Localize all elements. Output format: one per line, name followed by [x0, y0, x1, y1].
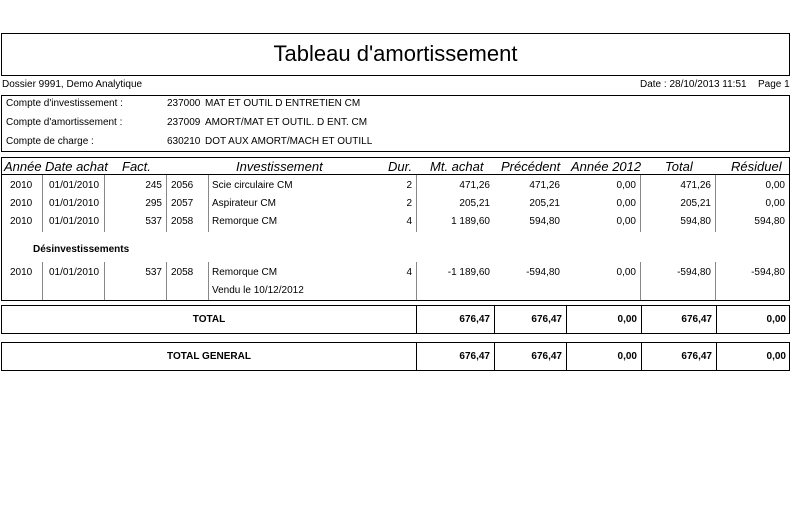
cell-investissement: Remorque CM [212, 216, 278, 227]
total-general-residuel: 0,00 [766, 351, 786, 362]
total-sep [416, 306, 417, 333]
cell-fact: 537 [145, 216, 162, 227]
cell-annee: 2010 [10, 216, 33, 227]
cell-precedent: 205,21 [529, 198, 560, 209]
table-right-border [789, 157, 790, 301]
cell-fact: 295 [145, 198, 162, 209]
table-left-border [1, 157, 2, 301]
col-sep [166, 262, 167, 300]
total-sep [716, 343, 717, 370]
table-bottom-border [1, 300, 790, 301]
cell-date: 01/01/2010 [49, 216, 100, 227]
total-sep [566, 343, 567, 370]
cell-investissement: Scie circulaire CM [212, 180, 293, 191]
header-total: Total [665, 159, 693, 174]
cell-investissement: Aspirateur CM [212, 198, 276, 209]
total-label: TOTAL [192, 314, 226, 325]
cell-residuel: 0,00 [765, 180, 785, 191]
total-total: 676,47 [681, 314, 712, 325]
total-general-mt-achat: 676,47 [459, 351, 490, 362]
total-general-row [1, 342, 790, 371]
header-precedent: Précédent [501, 159, 561, 174]
total-sep [716, 306, 717, 333]
header-investissement: Investissement [236, 159, 323, 174]
account-charge-label: Compte de charge : [6, 136, 94, 147]
cell-total: 594,80 [680, 216, 711, 227]
total-sep [494, 343, 495, 370]
col-sep [416, 175, 417, 232]
total-general-label: TOTAL GENERAL [167, 351, 251, 362]
cell-annee: 2010 [10, 267, 33, 278]
cell-date: 01/01/2010 [49, 267, 100, 278]
cell-dur: 4 [406, 267, 412, 278]
header-annee-2012: Année 2012 [571, 159, 642, 174]
header-fact: Fact. [122, 159, 151, 174]
report-title-box [1, 33, 790, 76]
col-sep [42, 262, 43, 300]
col-sep [104, 262, 105, 300]
col-sep [166, 175, 167, 232]
cell-precedent: 594,80 [529, 216, 560, 227]
account-investment-code: 237000 [167, 98, 201, 109]
cell-precedent: 471,26 [529, 180, 560, 191]
col-sep [416, 262, 417, 300]
section-disinvestments-label: Désinvestissements [33, 244, 130, 255]
cell-annee-2012: 0,00 [616, 180, 636, 191]
cell-annee-2012: 0,00 [616, 216, 636, 227]
cell-dur: 2 [406, 180, 412, 191]
cell-sale-note: Vendu le 10/12/2012 [212, 285, 304, 296]
cell-total: 471,26 [680, 180, 711, 191]
cell-annee: 2010 [10, 180, 33, 191]
header-mt-achat: Mt. achat [430, 159, 484, 174]
total-sep [641, 343, 642, 370]
total-precedent: 676,47 [531, 314, 562, 325]
total-sep [566, 306, 567, 333]
cell-num: 2058 [171, 267, 194, 278]
account-depreciation-code: 237009 [167, 117, 201, 128]
cell-mt-achat: 1 189,60 [451, 216, 490, 227]
dossier-label: Dossier 9991, Demo Analytique [2, 79, 143, 90]
account-charge-code: 630210 [167, 136, 201, 147]
total-row [1, 305, 790, 334]
total-general-annee-2012: 0,00 [617, 351, 637, 362]
cell-total: 205,21 [680, 198, 711, 209]
cell-residuel: 0,00 [765, 198, 785, 209]
col-sep [104, 175, 105, 232]
cell-num: 2057 [171, 198, 194, 209]
cell-annee: 2010 [10, 198, 33, 209]
page-number: Page 1 [758, 79, 790, 90]
table-top-border [1, 157, 790, 158]
report-title: Tableau d'amortissement [273, 41, 518, 66]
cell-mt-achat: 471,26 [459, 180, 490, 191]
cell-dur: 4 [406, 216, 412, 227]
cell-mt-achat: 205,21 [459, 198, 490, 209]
cell-residuel: -594,80 [751, 267, 785, 278]
cell-dur: 2 [406, 198, 412, 209]
total-annee-2012: 0,00 [617, 314, 637, 325]
header-residuel: Résiduel [731, 159, 782, 174]
total-general-total: 676,47 [681, 351, 712, 362]
cell-num: 2058 [171, 216, 194, 227]
header-annee: Année [4, 159, 42, 174]
account-investment-label: Compte d'investissement : [6, 98, 123, 109]
total-general-precedent: 676,47 [531, 351, 562, 362]
cell-total: -594,80 [677, 267, 711, 278]
cell-date: 01/01/2010 [49, 198, 100, 209]
account-depreciation-desc: AMORT/MAT ET OUTIL. D ENT. CM [205, 117, 368, 128]
cell-date: 01/01/2010 [49, 180, 100, 191]
col-sep [208, 175, 209, 232]
account-charge-desc: DOT AUX AMORT/MACH ET OUTILL [205, 136, 373, 147]
header-dur: Dur. [388, 159, 413, 174]
cell-residuel: 594,80 [754, 216, 785, 227]
report-date: Date : 28/10/2013 11:51 [640, 79, 747, 90]
col-sep [208, 262, 209, 300]
account-investment-desc: MAT ET OUTIL D ENTRETIEN CM [205, 98, 361, 109]
accounts-box [1, 95, 790, 152]
cell-precedent: -594,80 [526, 267, 560, 278]
cell-fact: 245 [145, 180, 162, 191]
total-sep [494, 306, 495, 333]
cell-mt-achat: -1 189,60 [447, 267, 490, 278]
total-residuel: 0,00 [766, 314, 786, 325]
account-depreciation-label: Compte d'amortissement : [6, 117, 123, 128]
total-mt-achat: 676,47 [459, 314, 490, 325]
total-sep [416, 343, 417, 370]
header-date-achat: Date achat [45, 159, 108, 174]
total-sep [641, 306, 642, 333]
cell-annee-2012: 0,00 [616, 198, 636, 209]
col-sep [42, 175, 43, 232]
cell-investissement: Remorque CM [212, 267, 278, 278]
table-header-divider [1, 174, 790, 175]
cell-annee-2012: 0,00 [616, 267, 636, 278]
cell-num: 2056 [171, 180, 194, 191]
cell-fact: 537 [145, 267, 162, 278]
